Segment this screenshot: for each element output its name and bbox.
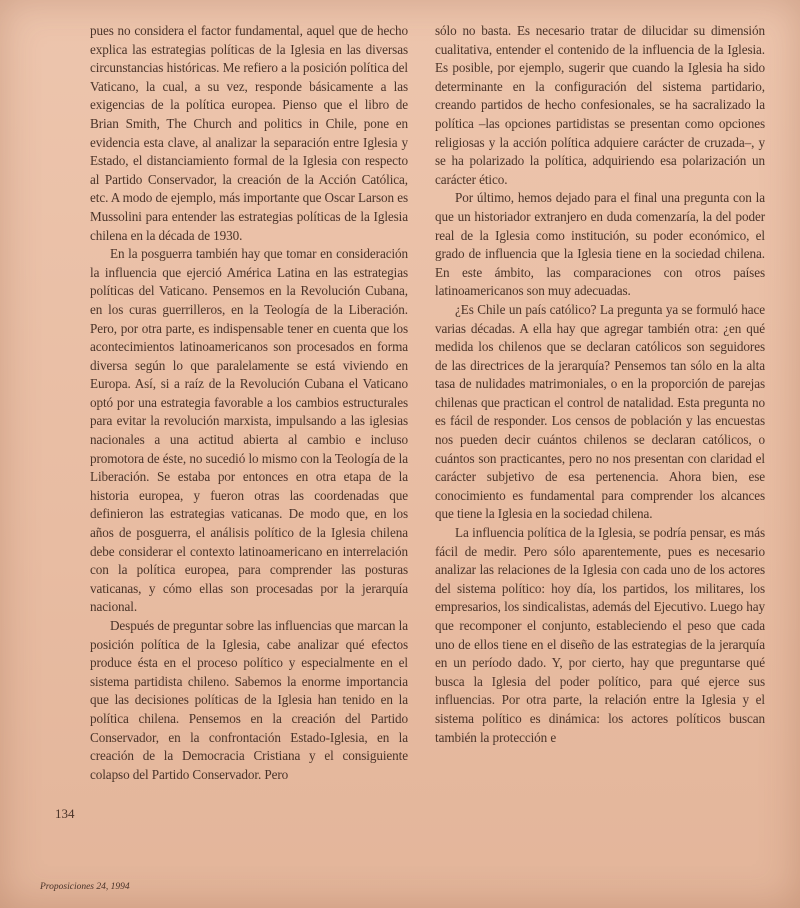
paragraph: Después de preguntar sobre las influencias que marcan la posición política de la Iglesia, cabe analizar qué efectos produce ésta en el proceso político y especialmente en el sistema partidista chileno. Sabemos la enorme importancia que las decisiones políticas de la Iglesia han tenido en la política chilena. Pensemos en la creación del Partido Conservador, en la confrontación Estado-Iglesia, en la creación de la Democracia Cristiana y el consiguiente colapso del Partido Conservador. Pero xyxy=(90,618,408,782)
paragraph: La influencia política de la Iglesia, se podría pensar, es más fácil de medir. Pero sólo aparentemente, pues es necesario analizar las relaciones de la Iglesia con cada uno de los actores del sistema político: hoy día, los partidos, los militares, los empresarios, los sindicalistas, además del Ejecutivo. Luego hay que recomponer el conjunto, estableciendo el peso que cada uno de ellos tiene en el diseño de las estrategias de la jerarquía en un período dado. Y, por cierto, hay que preguntarse qué busca la Iglesia del poder político, para qué ejerce sus influencias. Por otra parte, la relación entre la Iglesia y el sistema político es dinámica: los actores políticos buscan también la protección e xyxy=(435,525,765,745)
paragraph: En la posguerra también hay que tomar en consideración la influencia que ejerció América Latina en las estrategias políticas del Vaticano. Pensemos en la Revolución Cubana, en los curas guerrilleros, en la Teología de la Liberación. Pero, por otra parte, es indispensable tener en cuenta que los acontecimientos latinoamericanos son procesados en forma diversa según lo que paralelamente se está viviendo en Europa. Así, si a raíz de la Revolución Cubana el Vaticano optó por una estrategia favorable a los cambios estructurales para evitar la revolución marxista, impulsando a las iglesias nacionales a una actitud abierta al cambio e incluso promotora de éste, no sucedió lo mismo con la Teología de la Liberación. Se estaba por entonces en otra etapa de la historia europea, y fueron otras las coordenadas que definieron las estrategias vaticanas. De modo que, en los años de posguerra, el análisis político de la Iglesia chilena debe considerar el contexto latinoamericano en interrelación con la política europea, para comprender las posturas vaticanas, y cómo ellas son procesadas por la jerarquía nacional. xyxy=(90,246,408,615)
footer-citation: Proposiciones 24, 1994 xyxy=(40,882,130,892)
paragraph: Por último, hemos dejado para el final una pregunta con la que un historiador extranjero en duda comenzaría, la del poder real de la Iglesia como institución, su poder económico, el grado de influencia que la Iglesia tiene en la sociedad chilena. En este ámbito, las comparaciones con otros países latinoamericanos son muy adecuadas. xyxy=(435,190,765,299)
paragraph: pues no considera el factor fundamental, aquel que de hecho explica las estrategias políticas de la Iglesia en las diversas circunstancias históricas. Me refiero a la posición política del Vaticano, la cual, a su vez, responde básicamente a las exigencias de la política europea. Pienso que el libro de Brian Smith, The Church and politics in Chile, pone en evidencia esta clave, al analizar la separación entre Iglesia y Estado, el distanciamiento formal de la Iglesia con respecto al Partido Conservador, la creación de la Acción Católica, etc. A modo de ejemplo, más importante que Oscar Larson es Mussolini para entender las estrategias políticas de la Iglesia chilena en la década de 1930. xyxy=(90,23,408,243)
paragraph: ¿Es Chile un país católico? La pregunta ya se formuló hace varias décadas. A ella hay que agregar también otra: ¿en qué medida los chilenos que se declaran católicos son seguidores de las directrices de la jerarquía? Pensemos tan sólo en la alta tasa de nulidades matrimoniales, o en la proporción de parejas chilenas que practican el control de natalidad. Esta pregunta no es fácil de responder. Los censos de población y las encuestas nos pueden decir cuántos chilenos se declaran católicos, o cuántos son practicantes, pero no nos presentan con claridad el carácter subjetivo de esa pertenencia. Ahora bien, ese conocimiento es fundamental para comprender los alcances que tiene la Iglesia en la sociedad chilena. xyxy=(435,301,765,522)
left-column xyxy=(90,22,408,784)
page-number: 134 xyxy=(55,806,75,821)
right-column xyxy=(435,22,765,747)
paragraph: sólo no basta. Es necesario tratar de dilucidar su dimensión cualitativa, entender el contenido de la influencia de la Iglesia. Es posible, por ejemplo, sugerir que cuando la Iglesia ha sido determinante en la configuración del sistema partidario, creando partidos de hecho confesionales, se ha sacralizado la política –las opciones partidistas se presentan como opciones religiosas y la acción política adquiere carácter de cruzada–, y se ha polarizado la política, adquiriendo esa polarización un carácter ético. xyxy=(435,23,765,187)
